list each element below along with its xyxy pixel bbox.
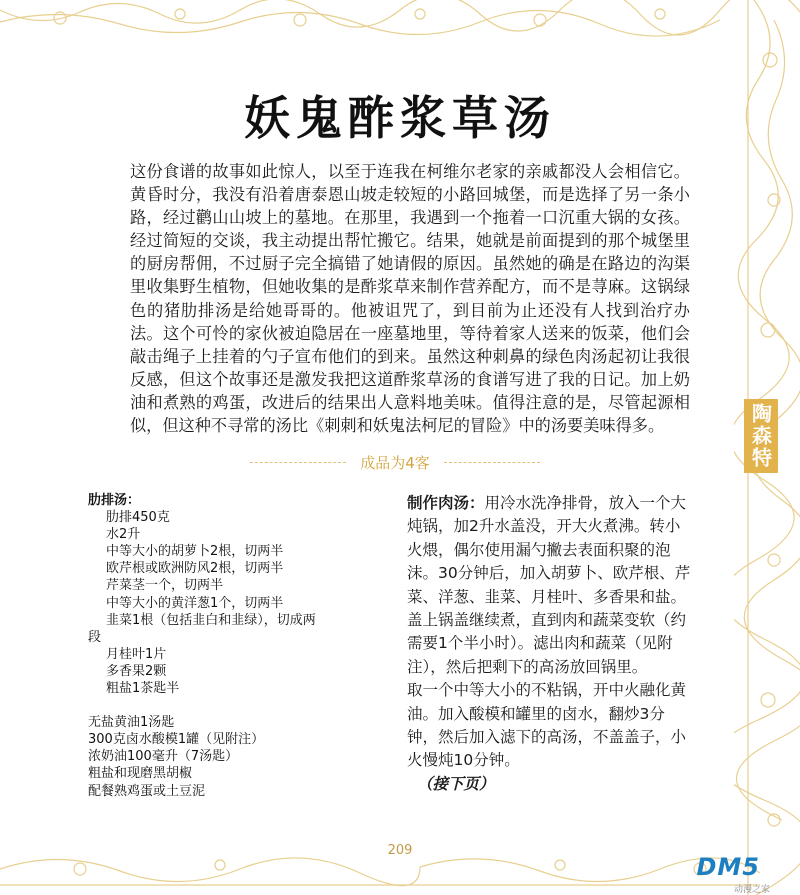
ingredient-item: 中等大小的胡萝卜2根，切两半 (106, 544, 284, 560)
ingredient-item: 中等大小的黄洋葱1个，切两半 (106, 595, 284, 611)
extra-ingredient: 浓奶油100毫升（7汤匙） (88, 749, 239, 765)
continued-note: （接下页） (417, 774, 495, 793)
ornamental-top-border (0, 0, 800, 42)
method-section (407, 492, 692, 796)
extra-ingredient: 无盐黄油1汤匙 (88, 715, 175, 731)
extra-ingredient: 粗盐和现磨黑胡椒 (88, 766, 193, 782)
page-number: 209 (387, 843, 413, 858)
ingredient-item: 段 (88, 629, 102, 645)
watermark-logo: DM5 (696, 853, 760, 881)
ingredients-list (88, 492, 388, 800)
method-text-1: 用冷水洗净排骨，放入一个大炖锅，加2升水盖没，开大火煮沸。转小火煨，偶尔使用漏勺撇去表面积聚的泡沫。30分钟后，加入胡萝卜、欧芹根、芹菜、洋葱、韭菜、月桂叶、多香果和盐。盖上锅盖继续煮，直到肉和蔬菜变软（约需要1个半小时）。滤出肉和蔬菜（见附注），然后把剩下的高汤放回锅里。 (407, 494, 691, 676)
ingredient-item: 粗盐1茶匙半 (106, 681, 180, 697)
ingredient-item: 多香果2颗 (106, 663, 167, 679)
ornamental-bottom-border (0, 829, 800, 895)
serves-divider (250, 452, 540, 472)
extra-ingredient: 300克卤水酸模1罐（见附注） (88, 732, 265, 748)
recipe-title: 妖鬼酢浆草汤 (244, 91, 556, 145)
ingredient-item: 芹菜茎一个，切两半 (106, 578, 224, 594)
ingredient-item: 水2升 (106, 527, 141, 543)
ingredient-item: 月桂叶1片 (106, 646, 167, 662)
ingredients-heading: 肋排汤： (88, 493, 141, 508)
serves-label: 成品为4客 (360, 453, 430, 472)
chapter-tab: 陶森特 (744, 399, 778, 473)
watermark-subtext: 动漫之家 (733, 885, 770, 895)
divider-line-left (250, 462, 346, 463)
divider-line-right (444, 462, 540, 463)
method-text-2: 取一个中等大小的不粘锅，开中火融化黄油。加入酸模和罐里的卤水，翻炒3分钟，然后加入滤下的高汤，不盖盖子，小火慢炖10分钟。 (407, 681, 687, 770)
spacer (88, 697, 388, 714)
intro-paragraph: 这份食谱的故事如此惊人，以至于连我在柯维尔老家的亲戚都没人会相信它。黄昏时分，我没有沿着唐泰恩山坡走较短的小路回城堡，而是选择了另一条小路，经过鹳山山坡上的墓地。在那里，我遇到一个拖着一口沉重大锅的女孩。经过简短的交谈，我主动提出帮忙搬它。结果，她就是前面提到的那个城堡里的厨房帮佣，不过厨子完全搞错了她请假的原因。虽然她的确是在路边的沟渠里收集野生植物，但她收集的是酢浆草来制作营养配方，而不是荨麻。这锅绿色的猪肋排汤是给她哥哥的。他被诅咒了，到目前为止还没有人找到治疗办法。这个可怜的家伙被迫隐居在一座墓地里，等待着家人送来的饭菜，他们会敲击绳子上挂着的勺子宣布他们的到来。虽然这种刺鼻的绿色肉汤起初让我很反感，但这个故事还是激发我把这道酢浆草汤的食谱写进了我的日记。加上奶油和煮熟的鸡蛋，改进后的结果出人意料地美味。值得注意的是，尽管起源相似，但这种不寻常的汤比《刺刺和妖鬼法柯尼的冒险》中的汤要美味得多。 (130, 162, 690, 436)
ingredient-item: 肋排450克 (106, 510, 170, 526)
method-label: 制作肉汤： (407, 494, 485, 512)
ingredient-item: 韭菜1根（包括韭白和韭绿），切成两 (106, 612, 316, 628)
extra-ingredient: 配餐熟鸡蛋或土豆泥 (88, 783, 206, 799)
ingredient-item: 欧芹根或欧洲防风2根，切两半 (106, 561, 284, 577)
method-step-1 (407, 492, 692, 679)
